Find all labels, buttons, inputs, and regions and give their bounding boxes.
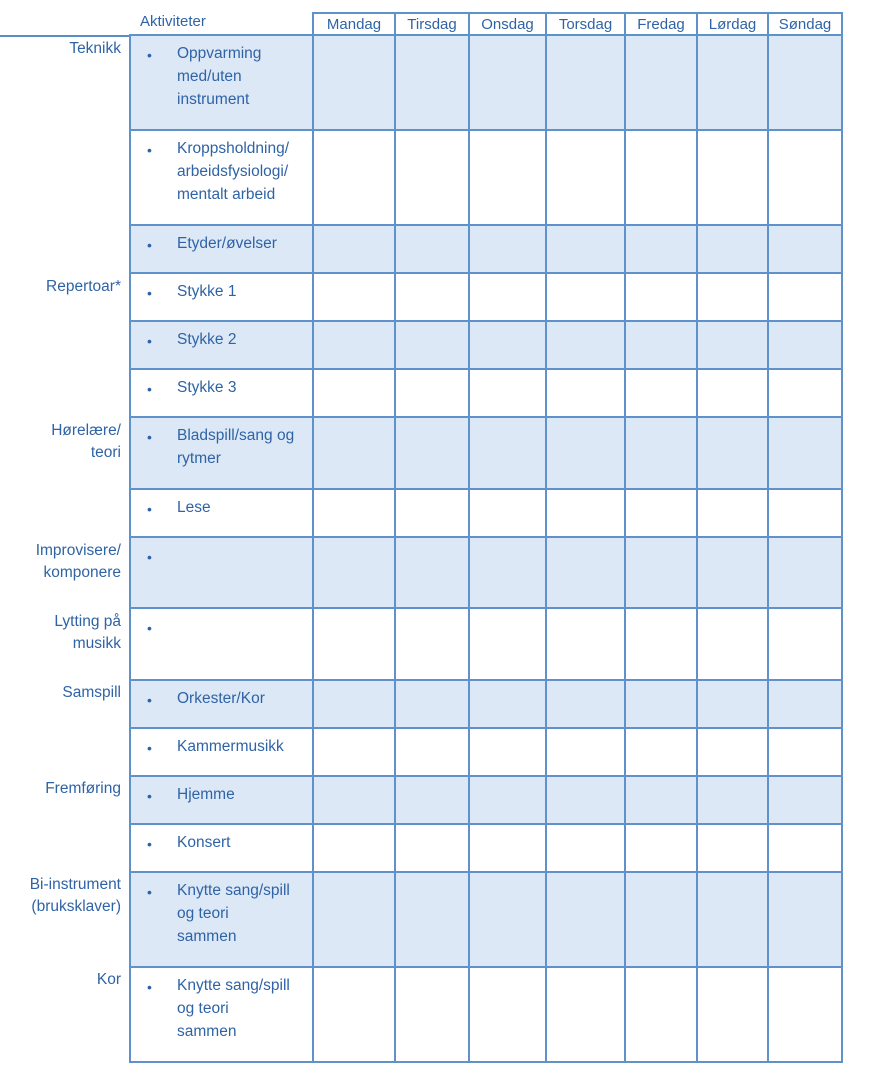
entry-cell-saturday[interactable] [697, 273, 768, 321]
activity-label [131, 825, 312, 854]
entry-cell-friday[interactable] [625, 967, 697, 1062]
category-label-line: Repertoar* [46, 278, 121, 295]
entry-cell-sunday[interactable] [768, 824, 842, 872]
activity-label [131, 873, 312, 948]
entry-cell-thursday[interactable] [546, 35, 625, 130]
entry-cell-saturday[interactable] [697, 872, 768, 967]
activity-cell [130, 608, 313, 679]
activity-label-line: og teori [177, 904, 229, 922]
entry-cell-sunday[interactable] [768, 776, 842, 824]
bullet-icon: • [147, 333, 152, 350]
entry-cell-thursday[interactable] [546, 489, 625, 537]
entry-cell-monday[interactable] [313, 130, 395, 225]
entry-cell-saturday[interactable] [697, 776, 768, 824]
entry-cell-thursday[interactable] [546, 728, 625, 776]
activity-row [130, 489, 842, 537]
activity-row [130, 967, 842, 1062]
entry-cell-monday[interactable] [313, 321, 395, 369]
entry-cell-monday[interactable] [313, 728, 395, 776]
entry-cell-monday[interactable] [313, 537, 395, 608]
activity-cell [130, 537, 313, 608]
entry-cell-monday[interactable] [313, 369, 395, 417]
entry-cell-tuesday[interactable] [395, 680, 469, 728]
activity-label [131, 131, 312, 206]
entry-cell-friday[interactable] [625, 824, 697, 872]
category-label-line: Bi-instrument [29, 876, 121, 893]
entry-cell-thursday[interactable] [546, 680, 625, 728]
activity-label-line: Konsert [177, 833, 231, 851]
activity-row [130, 321, 842, 369]
entry-cell-tuesday[interactable] [395, 369, 469, 417]
activity-row [130, 608, 842, 679]
category-label [36, 540, 121, 584]
activity-label-line: Stykke 3 [177, 379, 237, 397]
entry-cell-wednesday[interactable] [469, 417, 546, 489]
entry-cell-monday[interactable] [313, 225, 395, 273]
day-header-sunday: Søndag [768, 13, 842, 35]
bullet-icon: • [147, 691, 152, 708]
entry-cell-monday[interactable] [313, 824, 395, 872]
activity-label-line: sammen [177, 927, 237, 945]
entry-cell-friday[interactable] [625, 369, 697, 417]
day-header-thursday: Torsdag [546, 13, 625, 35]
entry-cell-saturday[interactable] [697, 967, 768, 1062]
activity-label-line: Stykke 2 [177, 331, 237, 349]
activity-label-line: Stykke 1 [177, 283, 237, 301]
entry-cell-sunday[interactable] [768, 608, 842, 679]
activity-row [130, 225, 842, 273]
activity-cell [130, 321, 313, 369]
entry-cell-tuesday[interactable] [395, 728, 469, 776]
entry-cell-tuesday[interactable] [395, 489, 469, 537]
activity-label [131, 490, 312, 519]
activity-label [131, 777, 312, 806]
activity-label-line: mentalt arbeid [177, 186, 276, 204]
entry-cell-friday[interactable] [625, 321, 697, 369]
entry-cell-thursday[interactable] [546, 225, 625, 273]
activity-cell [130, 824, 313, 872]
entry-cell-tuesday[interactable] [395, 776, 469, 824]
bullet-icon: • [147, 142, 152, 159]
entry-cell-wednesday[interactable] [469, 489, 546, 537]
entry-cell-tuesday[interactable] [395, 537, 469, 608]
activity-row [130, 728, 842, 776]
bullet-icon: • [147, 883, 152, 900]
activity-label [131, 418, 312, 470]
entry-cell-sunday[interactable] [768, 537, 842, 608]
category-label [97, 969, 121, 991]
entry-cell-sunday[interactable] [768, 872, 842, 967]
activity-label [131, 538, 312, 567]
bullet-icon: • [147, 501, 152, 518]
entry-cell-saturday[interactable] [697, 417, 768, 489]
day-header-tuesday: Tirsdag [395, 13, 469, 35]
category-label-line: (bruksklaver) [31, 898, 121, 915]
entry-cell-friday[interactable] [625, 728, 697, 776]
activity-label-line: med/uten [177, 68, 242, 85]
activity-label-line: Hjemme [177, 785, 235, 803]
activity-label [131, 609, 312, 638]
category-label-line: teori [90, 444, 121, 461]
activity-label-line: og teori [177, 999, 229, 1017]
entry-cell-saturday[interactable] [697, 321, 768, 369]
activity-label [131, 370, 312, 399]
bullet-icon: • [147, 549, 152, 566]
entry-cell-saturday[interactable] [697, 537, 768, 608]
activity-cell [130, 872, 313, 967]
entry-cell-wednesday[interactable] [469, 273, 546, 321]
activity-label-line: rytmer [177, 450, 221, 468]
entry-cell-sunday[interactable] [768, 417, 842, 489]
entry-cell-saturday[interactable] [697, 824, 768, 872]
entry-cell-sunday[interactable] [768, 273, 842, 321]
entry-cell-thursday[interactable] [546, 417, 625, 489]
entry-cell-tuesday[interactable] [395, 273, 469, 321]
entry-cell-saturday[interactable] [697, 35, 768, 130]
entry-cell-sunday[interactable] [768, 225, 842, 273]
activity-cell [130, 776, 313, 824]
activity-label [131, 36, 312, 111]
category-label [30, 874, 121, 918]
entry-cell-saturday[interactable] [697, 130, 768, 225]
entry-cell-wednesday[interactable] [469, 824, 546, 872]
activity-cell [130, 680, 313, 728]
activity-label [131, 322, 312, 351]
activity-cell [130, 130, 313, 225]
entry-cell-tuesday[interactable] [395, 417, 469, 489]
bullet-icon: • [147, 47, 152, 63]
entry-cell-wednesday[interactable] [469, 225, 546, 273]
activity-cell [130, 967, 313, 1062]
header-rule [0, 35, 130, 37]
entry-cell-tuesday[interactable] [395, 967, 469, 1062]
bullet-icon: • [147, 787, 152, 804]
activity-cell [130, 35, 313, 130]
activity-label-line: sammen [177, 1022, 237, 1040]
entry-cell-friday[interactable] [625, 35, 697, 130]
category-label-line: Fremføring [45, 780, 121, 797]
entry-cell-thursday[interactable] [546, 273, 625, 321]
entry-cell-monday[interactable] [313, 273, 395, 321]
entry-cell-tuesday[interactable] [395, 130, 469, 225]
entry-cell-wednesday[interactable] [469, 967, 546, 1062]
header-row [130, 13, 842, 35]
entry-cell-thursday[interactable] [546, 537, 625, 608]
entry-cell-monday[interactable] [313, 489, 395, 537]
entry-cell-friday[interactable] [625, 872, 697, 967]
activity-row [130, 273, 842, 321]
entry-cell-monday[interactable] [313, 872, 395, 967]
category-label-line: Hørelære/ [51, 422, 121, 439]
category-label [54, 611, 121, 655]
entry-cell-wednesday[interactable] [469, 728, 546, 776]
entry-cell-sunday[interactable] [768, 369, 842, 417]
category-label-line: Kor [96, 971, 121, 988]
entry-cell-saturday[interactable] [697, 608, 768, 679]
category-label [45, 778, 121, 800]
entry-cell-sunday[interactable] [768, 680, 842, 728]
entry-cell-tuesday[interactable] [395, 872, 469, 967]
entry-cell-monday[interactable] [313, 35, 395, 130]
activity-label-line: Bladspill/sang og [177, 427, 295, 445]
activity-label-line: Kammermusikk [177, 737, 284, 755]
category-label [46, 276, 121, 298]
bullet-icon: • [147, 620, 152, 637]
activity-row [130, 35, 842, 130]
entry-cell-monday[interactable] [313, 417, 395, 489]
entry-cell-monday[interactable] [313, 680, 395, 728]
activity-label-line: Orkester/Kor [177, 689, 265, 707]
entry-cell-sunday[interactable] [768, 967, 842, 1062]
weekly-practice-table [129, 12, 843, 1063]
activity-cell [130, 369, 313, 417]
activity-cell [130, 417, 313, 489]
activity-label-line: Knytte sang/spill [177, 976, 290, 994]
entry-cell-sunday[interactable] [768, 321, 842, 369]
category-label [69, 38, 121, 60]
entry-cell-tuesday[interactable] [395, 225, 469, 273]
entry-cell-saturday[interactable] [697, 680, 768, 728]
entry-cell-thursday[interactable] [546, 824, 625, 872]
entry-cell-friday[interactable] [625, 608, 697, 679]
entry-cell-friday[interactable] [625, 776, 697, 824]
entry-cell-tuesday[interactable] [395, 824, 469, 872]
entry-cell-monday[interactable] [313, 967, 395, 1062]
activity-label-line: instrument [177, 91, 250, 108]
activity-cell [130, 273, 313, 321]
activity-label [131, 274, 312, 303]
entry-cell-sunday[interactable] [768, 489, 842, 537]
entry-cell-wednesday[interactable] [469, 872, 546, 967]
category-label-line: Improvisere/ [35, 542, 121, 559]
category-label [62, 682, 121, 704]
activity-cell [130, 728, 313, 776]
entry-cell-saturday[interactable] [697, 369, 768, 417]
entry-cell-wednesday[interactable] [469, 776, 546, 824]
activity-row [130, 680, 842, 728]
activity-row [130, 872, 842, 967]
entry-cell-sunday[interactable] [768, 728, 842, 776]
entry-cell-wednesday[interactable] [469, 608, 546, 679]
entry-cell-monday[interactable] [313, 776, 395, 824]
activity-label [131, 968, 312, 1043]
entry-cell-sunday[interactable] [768, 35, 842, 130]
activity-row [130, 130, 842, 225]
bullet-icon: • [147, 739, 152, 756]
activity-label [131, 226, 312, 255]
entry-cell-friday[interactable] [625, 130, 697, 225]
bullet-icon: • [147, 285, 152, 302]
entry-cell-thursday[interactable] [546, 608, 625, 679]
activity-cell [130, 225, 313, 273]
category-label-line: Samspill [62, 684, 121, 701]
activity-row [130, 537, 842, 608]
entry-cell-wednesday[interactable] [469, 537, 546, 608]
header-blank [130, 13, 313, 35]
entry-cell-tuesday[interactable] [395, 35, 469, 130]
entry-cell-friday[interactable] [625, 680, 697, 728]
entry-cell-wednesday[interactable] [469, 369, 546, 417]
bullet-icon: • [147, 429, 152, 446]
entry-cell-thursday[interactable] [546, 369, 625, 417]
entry-cell-sunday[interactable] [768, 130, 842, 225]
entry-cell-friday[interactable] [625, 489, 697, 537]
entry-cell-thursday[interactable] [546, 321, 625, 369]
bullet-icon: • [147, 835, 152, 852]
activity-label-line: Oppvarming [177, 45, 262, 62]
activity-row [130, 824, 842, 872]
activity-label-line: Lese [177, 499, 211, 517]
day-header-saturday: Lørdag [697, 13, 768, 35]
activity-label [131, 681, 312, 710]
entry-cell-tuesday[interactable] [395, 321, 469, 369]
entry-cell-thursday[interactable] [546, 872, 625, 967]
activity-label [131, 729, 312, 758]
activity-row [130, 417, 842, 489]
bullet-icon: • [147, 381, 152, 398]
entry-cell-saturday[interactable] [697, 728, 768, 776]
entry-cell-wednesday[interactable] [469, 130, 546, 225]
day-header-monday: Mandag [313, 13, 395, 35]
category-label-line: Lytting på [54, 613, 121, 630]
entry-cell-tuesday[interactable] [395, 608, 469, 679]
activity-label-line: Knytte sang/spill [177, 881, 290, 899]
entry-cell-thursday[interactable] [546, 776, 625, 824]
category-label-line: Teknikk [69, 40, 121, 57]
entry-cell-monday[interactable] [313, 608, 395, 679]
entry-cell-friday[interactable] [625, 537, 697, 608]
activity-label-line: Etyder/øvelser [177, 235, 277, 253]
category-label-line: musikk [72, 635, 121, 652]
category-label-line: komponere [43, 564, 121, 581]
activity-row [130, 369, 842, 417]
entry-cell-wednesday[interactable] [469, 321, 546, 369]
activity-row [130, 776, 842, 824]
category-label [51, 420, 121, 464]
day-header-friday: Fredag [625, 13, 697, 35]
entry-cell-saturday[interactable] [697, 225, 768, 273]
entry-cell-friday[interactable] [625, 225, 697, 273]
entry-cell-thursday[interactable] [546, 130, 625, 225]
bullet-icon: • [147, 237, 152, 254]
entry-cell-thursday[interactable] [546, 967, 625, 1062]
day-header-wednesday: Onsdag [469, 13, 546, 35]
activity-label-line [177, 615, 306, 638]
entry-cell-wednesday[interactable] [469, 35, 546, 130]
activity-label-line: arbeidsfysiologi/ [177, 163, 289, 181]
bullet-icon: • [147, 978, 152, 995]
activity-label-line [177, 544, 306, 567]
entry-cell-friday[interactable] [625, 417, 697, 489]
activities-header: Aktiviteter [140, 13, 206, 30]
entry-cell-friday[interactable] [625, 273, 697, 321]
activity-cell [130, 489, 313, 537]
activity-label-line: Kroppsholdning/ [177, 140, 290, 158]
entry-cell-saturday[interactable] [697, 489, 768, 537]
entry-cell-wednesday[interactable] [469, 680, 546, 728]
